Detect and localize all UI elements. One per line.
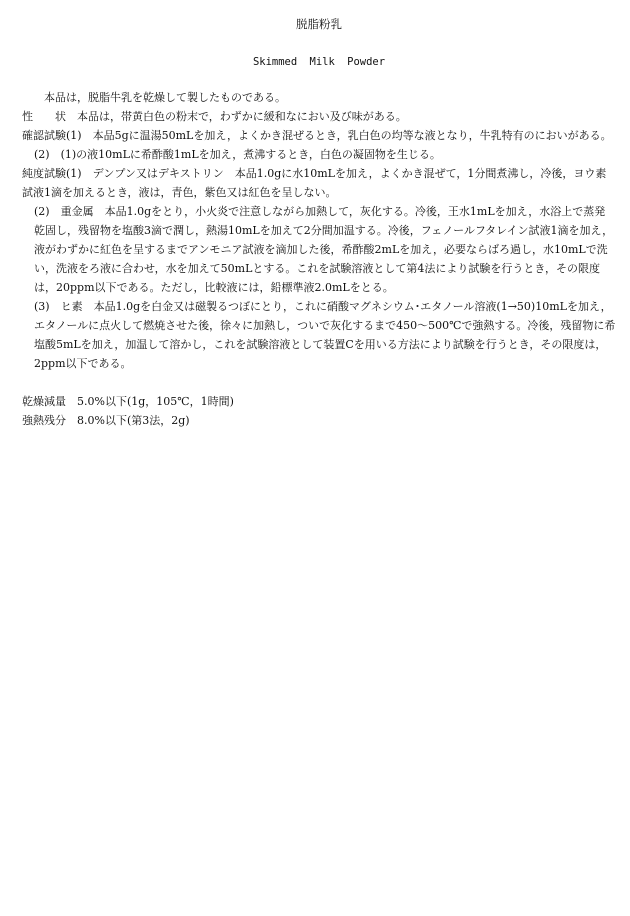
description-label: 性 状 xyxy=(22,110,66,123)
identification-section xyxy=(22,126,616,164)
spec-value: 5.0%以下(1g，105℃，1時間) xyxy=(77,395,234,408)
identification-item-num: (1) xyxy=(66,129,82,142)
spec-row xyxy=(22,411,616,430)
identification-item-text: 本品5gに温湯50mLを加え，よくかき混ぜるとき，乳白色の均等な液となり，牛乳特有のにおいがある。 xyxy=(92,129,612,142)
purity-item-text: 本品1.0gをとり，小火炎で注意しながら加熱して，灰化する。冷後，王水1mLを加え，水浴上で蒸発乾固し，残留物を塩酸3滴で潤し，熱湯10mLを加えて2分間加温する。冷後，フェノールフタレイン試液1滴を加え，液がわずかに紅色を呈するまでアンモニア試液を滴加した後，希酢酸2mLを加え，必要ならばろ過し，水10mLで洗い，洗液をろ液に合わせ，水を加えて50mLとする。これを試験溶液として第4法により試験を行うとき，その限度は，20ppm以下である。ただし，比較液には，鉛標準液2.0mLをとる。 xyxy=(34,205,614,294)
spec-value: 8.0%以下(第3法，2g) xyxy=(77,414,190,427)
page-title: 脱脂粉乳 xyxy=(296,17,342,31)
purity-item-num: (1) xyxy=(66,167,82,180)
spec-label: 乾燥減量 xyxy=(22,395,66,408)
purity-item-heading: デンプン又はデキストリン xyxy=(92,167,224,180)
intro-paragraph: 本品は，脱脂牛乳を乾燥して製したものである。 xyxy=(44,91,286,104)
identification-item-num: (2) xyxy=(34,148,50,161)
purity-section xyxy=(22,164,616,373)
spec-row xyxy=(22,392,616,411)
purity-item-text: 本品1.0gに水10mLを加え，よくかき混ぜて，1分間煮沸し，冷後，ヨウ素試液1滴を加えるとき，液は，青色，紫色又は紅色を呈しない。 xyxy=(22,167,607,199)
purity-item-text: 本品1.0gを白金又は磁製るつぼにとり，これに硝酸マグネシウム･エタノール溶液(1→50)10mLを加え，エタノールに点火して燃焼させた後，徐々に加熱し，ついで灰化するまで450～500℃で強熱する。冷後，残留物に希塩酸5mLを加え，加温して溶かし，これを試験溶液として装置Cを用いる方法により試験を行うとき，その限度は，2ppm以下である。 xyxy=(34,300,616,370)
purity-item-heading: ヒ素 xyxy=(60,300,83,313)
description-text: 本品は，帯黄白色の粉末で，わずかに緩和なにおい及び味がある。 xyxy=(77,110,407,123)
purity-item-heading: 重金属 xyxy=(60,205,94,218)
purity-item-num: (3) xyxy=(34,300,50,313)
page-subtitle: Skimmed Milk Powder xyxy=(252,56,386,68)
spec-label: 強熱残分 xyxy=(22,414,66,427)
purity-item-num: (2) xyxy=(34,205,50,218)
identification-label: 確認試験 xyxy=(22,129,66,142)
identification-item-text: (1)の液10mLに希酢酸1mLを加え，煮沸するとき，白色の凝固物を生じる。 xyxy=(60,148,441,161)
purity-label: 純度試験 xyxy=(22,167,66,180)
description-section xyxy=(22,107,616,126)
